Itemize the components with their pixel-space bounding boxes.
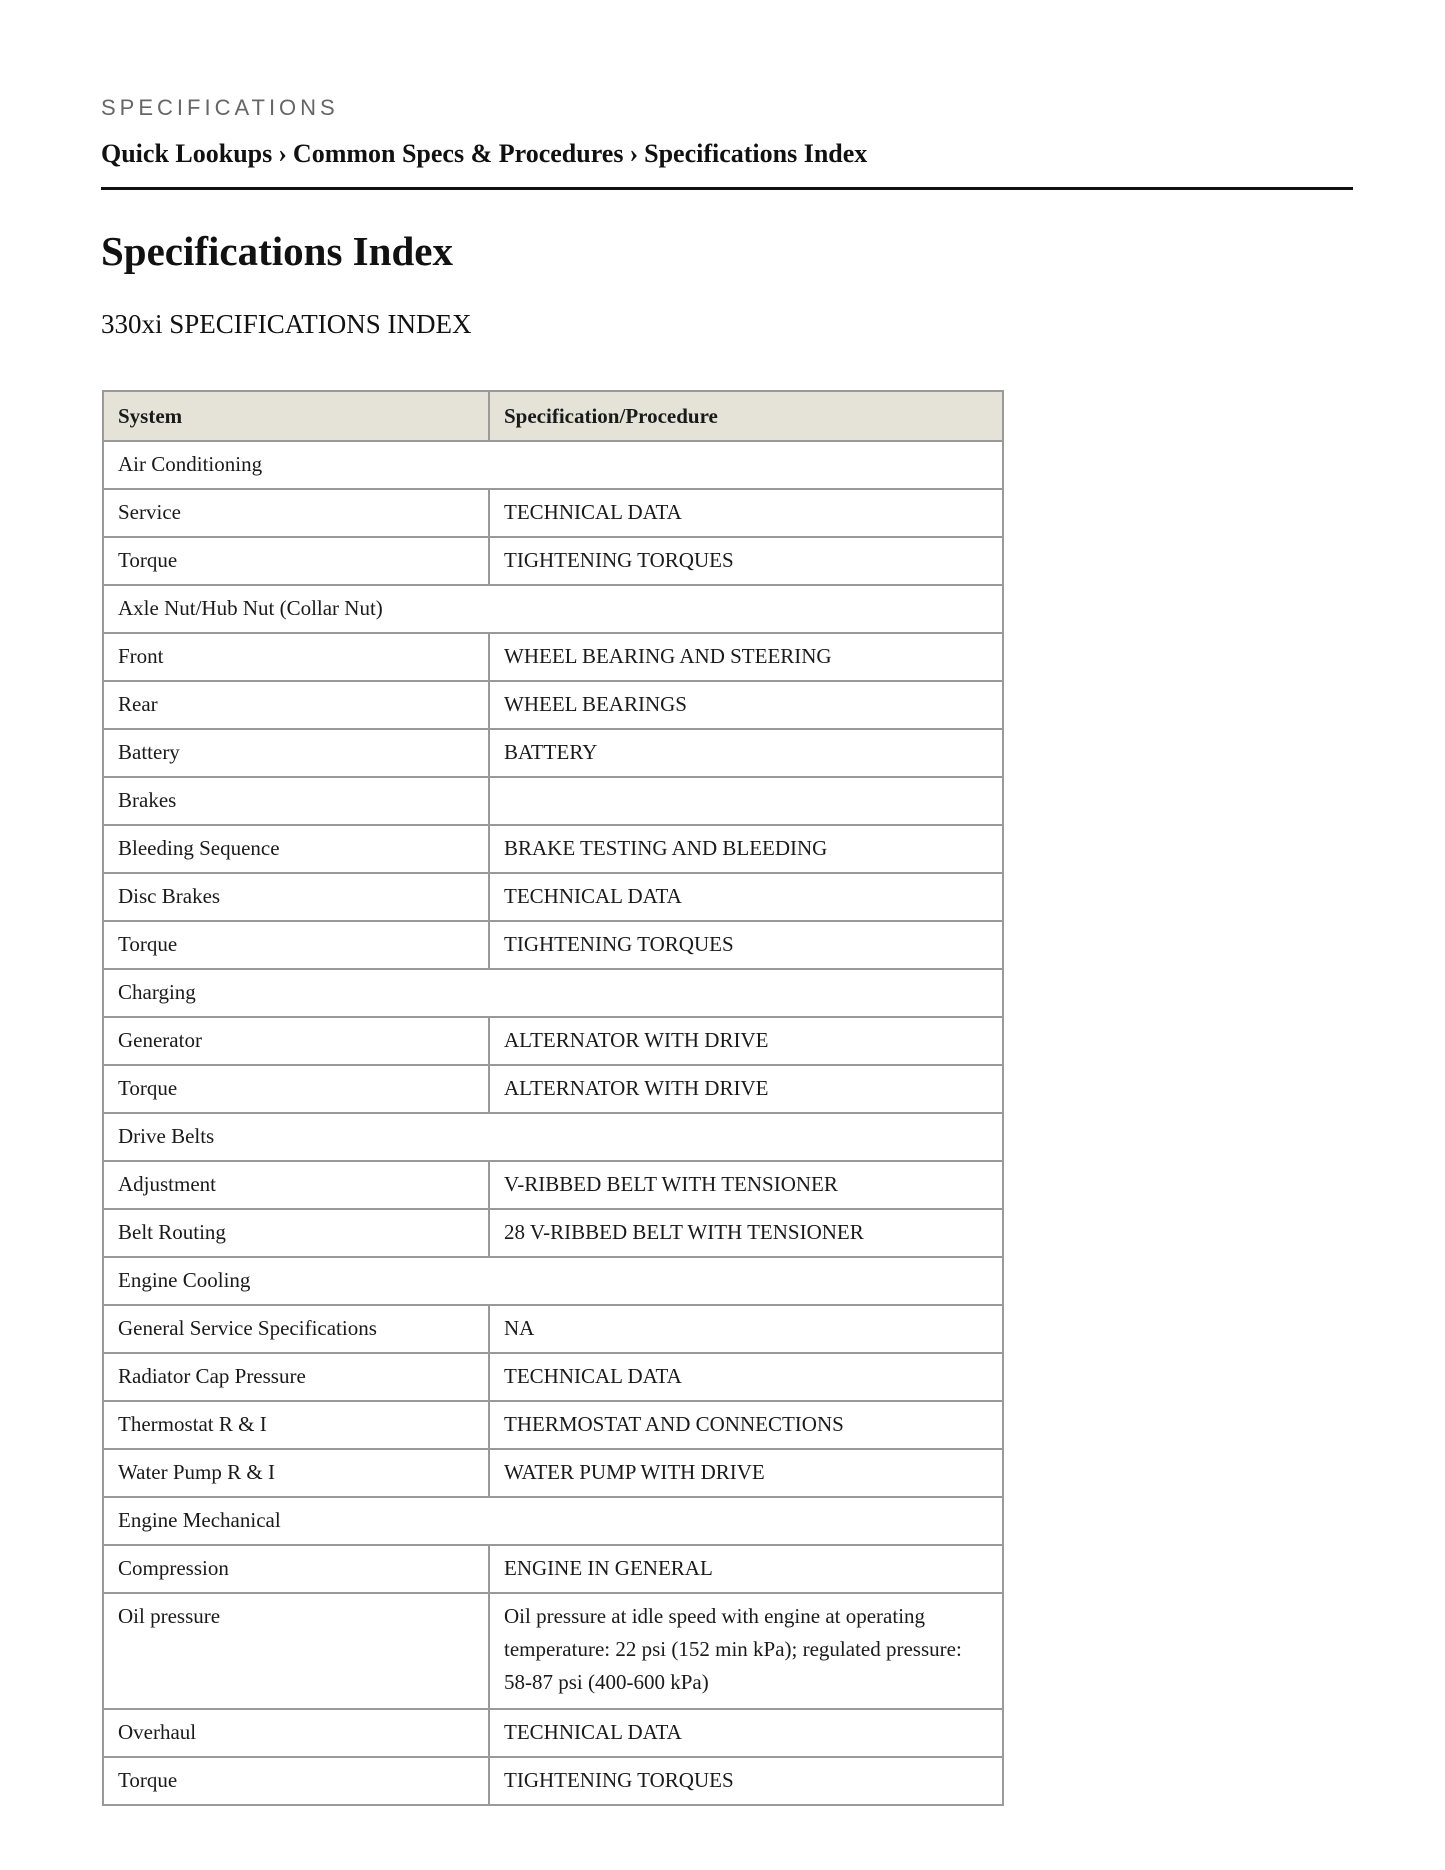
table-category-row [103,585,1003,633]
table-category-row [103,969,1003,1017]
spec-cell[interactable]: TECHNICAL DATA [489,489,1003,537]
spec-cell[interactable]: THERMOSTAT AND CONNECTIONS [489,1401,1003,1449]
table-category-row [103,441,1003,489]
system-cell: Belt Routing [103,1209,489,1257]
spec-cell[interactable]: ALTERNATOR WITH DRIVE [489,1017,1003,1065]
spec-cell[interactable]: TIGHTENING TORQUES [489,1757,1003,1805]
system-cell: Service [103,489,489,537]
spec-cell[interactable]: V-RIBBED BELT WITH TENSIONER [489,1161,1003,1209]
breadcrumb-item-common-specs[interactable]: Common Specs & Procedures [292,139,624,168]
table-body [103,441,1003,1805]
table-row [103,873,1003,921]
table-header-row [103,391,1003,441]
breadcrumb-separator: › [278,139,287,168]
table-row [103,1593,1003,1709]
spec-cell[interactable]: TECHNICAL DATA [489,1709,1003,1757]
breadcrumb-separator: › [629,139,639,168]
page-subtitle: 330xi SPECIFICATIONS INDEX [101,309,472,339]
system-cell: Rear [103,681,489,729]
table-row [103,1353,1003,1401]
spec-cell[interactable]: WHEEL BEARINGS [489,681,1003,729]
system-cell: Front [103,633,489,681]
table-row [103,537,1003,585]
category-label: Air Conditioning [103,441,1003,489]
spec-cell[interactable]: BRAKE TESTING AND BLEEDING [489,825,1003,873]
table-row [103,1401,1003,1449]
spec-cell[interactable]: BATTERY [489,729,1003,777]
category-label: Brakes [103,777,489,825]
system-cell: Torque [103,1757,489,1805]
system-cell: Bleeding Sequence [103,825,489,873]
table-row [103,489,1003,537]
spec-cell[interactable]: WATER PUMP WITH DRIVE [489,1449,1003,1497]
category-label: Engine Mechanical [103,1497,1003,1545]
system-cell: Disc Brakes [103,873,489,921]
section-kicker: SPECIFICATIONS [101,95,339,120]
system-cell: Overhaul [103,1709,489,1757]
system-cell: Generator [103,1017,489,1065]
category-label: Axle Nut/Hub Nut (Collar Nut) [103,585,1003,633]
table-category-row [103,1497,1003,1545]
breadcrumb-item-quick-lookups[interactable]: Quick Lookups [101,139,273,168]
table-row [103,1017,1003,1065]
system-cell: Adjustment [103,1161,489,1209]
spec-cell[interactable]: TECHNICAL DATA [489,873,1003,921]
spec-cell[interactable]: TIGHTENING TORQUES [489,537,1003,585]
table-row [103,921,1003,969]
specifications-table [102,390,1004,1806]
table-row [103,1305,1003,1353]
system-cell: Compression [103,1545,489,1593]
category-label: Battery [103,729,489,777]
spec-cell[interactable]: ENGINE IN GENERAL [489,1545,1003,1593]
spec-cell[interactable]: ALTERNATOR WITH DRIVE [489,1065,1003,1113]
column-header-spec: Specification/Procedure [489,391,1003,441]
table-category-row [103,729,1003,777]
table-row [103,1545,1003,1593]
system-cell: General Service Specifications [103,1305,489,1353]
column-header-system: System [103,391,489,441]
page-title: Specifications Index [101,228,453,274]
table-row [103,681,1003,729]
spec-cell[interactable]: TIGHTENING TORQUES [489,921,1003,969]
system-cell: Torque [103,921,489,969]
category-label: Engine Cooling [103,1257,1003,1305]
system-cell: Torque [103,537,489,585]
table-row [103,1161,1003,1209]
breadcrumb-item-specifications-index: Specifications Index [644,139,868,168]
table-row [103,1209,1003,1257]
spec-cell[interactable]: 28 V-RIBBED BELT WITH TENSIONER [489,1209,1003,1257]
breadcrumb [101,138,867,170]
table-row [103,1757,1003,1805]
category-label: Charging [103,969,1003,1017]
table-category-row [103,1113,1003,1161]
table-category-row [103,777,1003,825]
table-row [103,1709,1003,1757]
table-row [103,633,1003,681]
system-cell: Water Pump R & I [103,1449,489,1497]
spec-cell[interactable]: NA [489,1305,1003,1353]
table-row [103,1065,1003,1113]
spec-cell[interactable]: TECHNICAL DATA [489,1353,1003,1401]
table-row [103,825,1003,873]
table-category-row [103,1257,1003,1305]
system-cell: Oil pressure [103,1593,489,1709]
header-divider [101,187,1353,190]
table-row [103,1449,1003,1497]
system-cell: Thermostat R & I [103,1401,489,1449]
spec-cell[interactable]: Oil pressure at idle speed with engine at operating temperature: 22 psi (152 min kPa); regulated pressure: 58-87 psi (400-600 kPa) [489,1593,1003,1709]
spec-cell[interactable]: WHEEL BEARING AND STEERING [489,633,1003,681]
system-cell: Radiator Cap Pressure [103,1353,489,1401]
system-cell: Torque [103,1065,489,1113]
spec-cell [489,777,1003,825]
category-label: Drive Belts [103,1113,1003,1161]
